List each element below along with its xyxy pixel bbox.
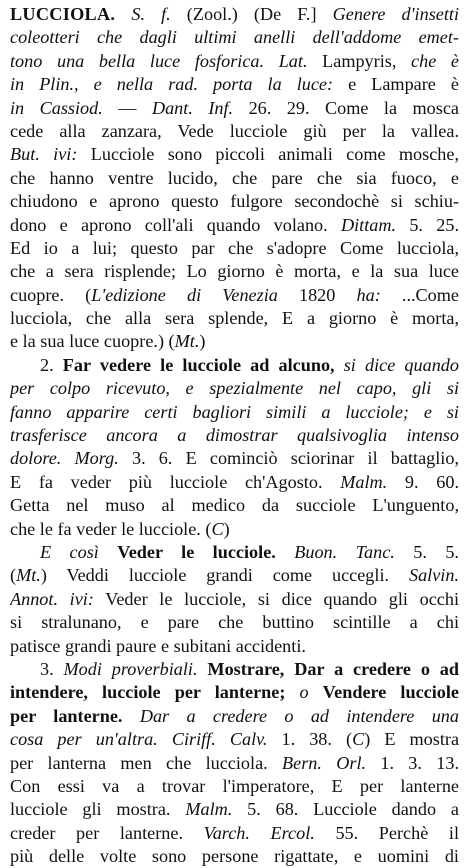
text-run: dono e aprono coll'ali quando volano. <box>10 214 341 235</box>
text-run <box>122 706 139 726</box>
italic-phrase: dolore. <box>10 448 62 469</box>
entry-line <box>10 307 459 330</box>
text-run: 2. <box>40 354 63 375</box>
italic-phrase: Dittam. <box>340 214 397 235</box>
italic-phrase: Modi proverbiali. <box>63 658 198 679</box>
entry-line <box>10 635 459 658</box>
italic-phrase: Lat. <box>278 50 308 71</box>
bold-phrase: Mostrare, Dar a credere o ad <box>207 658 459 679</box>
text-run: 1. 3. 13. <box>366 752 459 773</box>
text-run: ( <box>10 565 17 586</box>
text-run <box>309 682 323 702</box>
bold-phrase: Vendere lucciole <box>322 682 459 703</box>
text-run: Lampyris, <box>307 50 412 71</box>
entry-line <box>10 471 459 494</box>
text-run <box>276 542 294 562</box>
text-run: che hanno ventre lucido, che pare che sia fuoco, e <box>10 167 459 188</box>
italic-phrase: Varch. Ercol. <box>203 822 315 843</box>
entry-line <box>10 354 459 377</box>
text-run <box>115 4 131 24</box>
italic-phrase: Ciriff. Calv. <box>171 729 268 750</box>
text-run: 55. Perchè il <box>314 822 459 843</box>
italic-phrase: Buon. Tanc. <box>294 541 395 562</box>
text-run: patisce grandi paure e subitani accidenti. <box>10 635 306 656</box>
text-run: per lanterna men che lucciola. <box>10 752 283 773</box>
entry-line <box>10 518 459 541</box>
text-run: chiudono e aprono questo fulgore secondochè si schiu- <box>10 191 459 212</box>
text-run <box>158 729 172 749</box>
text-run: 3. 6. E cominciò sciorinar il battaglio, <box>118 448 459 469</box>
text-run: che le fa veder le lucciole. ( <box>10 518 212 539</box>
entry-line <box>10 681 459 704</box>
text-run <box>99 542 117 562</box>
bold-phrase: Far vedere le lucciole ad alcuno, <box>62 354 335 375</box>
text-run: lucciole gli mostra. <box>10 799 186 820</box>
entry-line <box>10 447 459 470</box>
italic-phrase: S. f. <box>131 4 171 24</box>
entry-line <box>10 330 459 353</box>
italic-phrase: C <box>352 729 365 750</box>
entry-line <box>10 167 459 190</box>
entry-line <box>10 845 459 868</box>
entry-line <box>10 728 459 751</box>
italic-phrase: Malm. <box>340 471 388 492</box>
italic-phrase: in Cassiod. <box>10 97 103 118</box>
text-run: cuopre. ( <box>10 284 92 305</box>
italic-phrase: ha: <box>356 284 381 305</box>
text-run: Con essi va a trovar l'imperatore, E per lanterne <box>10 775 459 796</box>
italic-phrase: che è <box>411 50 459 71</box>
text-run <box>335 355 344 375</box>
text-run: cede alla zanzara, Vede lucciole giù per la vallea. <box>10 120 459 141</box>
text-run: 3. <box>40 658 64 679</box>
entry-line <box>10 775 459 798</box>
entry-line <box>10 260 459 283</box>
text-run: 5. 25. <box>396 214 459 235</box>
entry-line <box>10 73 459 96</box>
italic-phrase: Mt. <box>16 565 41 586</box>
text-run: ) Veddi lucciole grandi come uccegli. <box>40 565 409 586</box>
text-run <box>61 448 74 468</box>
text-run: e Lampare è <box>333 74 459 95</box>
entry-line <box>10 3 459 26</box>
text-run <box>264 51 279 71</box>
entry-line <box>10 494 459 517</box>
entry-line <box>10 424 459 447</box>
text-run: 1. 38. ( <box>267 729 353 750</box>
text-run: ) <box>199 331 206 352</box>
italic-phrase: in Plin., e nella rad. porta la luce: <box>10 74 334 95</box>
text-run: Veder le lucciole, si dice quando gli occhi <box>93 588 459 609</box>
bold-phrase: per lanterne. <box>10 705 123 726</box>
italic-phrase: Bern. Orl. <box>282 752 367 773</box>
entry-line <box>10 143 459 166</box>
italic-phrase: L'edizione di Venezia <box>91 284 278 305</box>
entry-line <box>10 822 459 845</box>
italic-phrase: trasferisce ancora a dimostrar qualsivoglia intenso <box>10 425 459 446</box>
entry-line <box>10 97 459 120</box>
text-run: lucciola, che alla sera splende, E a giorno è morta, <box>10 308 459 329</box>
entry-line <box>10 377 459 400</box>
text-run: 26. 29. Come la mosca <box>233 97 459 118</box>
italic-phrase: Annot. ivi: <box>10 588 94 609</box>
entry-line <box>10 588 459 611</box>
text-run: Getta nel muso al medico da succiole L'unguento, <box>10 495 459 516</box>
text-run: e la sua luce cuopre.) ( <box>10 331 175 352</box>
entry-line <box>10 798 459 821</box>
bold-phrase: Veder le lucciole. <box>117 541 276 562</box>
text-run: Lucciole sono piccoli animali come mosche, <box>77 144 459 165</box>
italic-phrase: But. ivi: <box>10 144 78 165</box>
entry-line <box>10 752 459 775</box>
text-run: ...Come <box>380 284 459 305</box>
italic-phrase: fanno apparire certi bagliori simili a lucciole; e si <box>10 401 459 422</box>
italic-phrase: Salvin. <box>408 565 459 586</box>
text-run: si stralunano, e pare che buttino scintille a chi <box>10 612 459 633</box>
entry-line <box>10 237 459 260</box>
entry-line <box>10 50 459 73</box>
text-run <box>285 682 299 702</box>
italic-phrase: Morg. <box>74 448 119 469</box>
italic-phrase: E così <box>40 541 99 562</box>
text-run: 1820 <box>277 284 357 305</box>
entry-line <box>10 284 459 307</box>
entry-line <box>10 658 459 681</box>
entry-line <box>10 705 459 728</box>
entry-line <box>10 401 459 424</box>
italic-phrase: Malm. <box>185 799 233 820</box>
bold-phrase: intendere, lucciole per lanterne; <box>10 682 286 703</box>
entry-line <box>10 564 459 587</box>
entry-line <box>10 611 459 634</box>
italic-phrase: si dice quando <box>343 354 459 375</box>
text-run: 9. 60. <box>387 471 459 492</box>
text-run: E fa veder più lucciole ch'Agosto. <box>10 471 341 492</box>
entry-line <box>10 26 459 49</box>
italic-phrase: tono una bella luce fosforica. <box>10 50 265 71</box>
text-run: più delle volte sono persone rigattate, e uomini di <box>10 846 459 867</box>
entry-line <box>10 541 459 564</box>
entry-line <box>10 190 459 213</box>
italic-phrase: Genere d'insetti <box>332 4 459 24</box>
entry-line <box>10 120 459 143</box>
italic-phrase: Dant. Inf. <box>151 97 234 118</box>
headword: LUCCIOLA. <box>10 4 116 24</box>
text-run: ) E mostra <box>364 729 459 750</box>
italic-phrase: C <box>211 518 224 539</box>
italic-phrase: o <box>299 682 309 703</box>
text-run <box>198 659 208 679</box>
text-run: Ed io a lui; questo par che s'adopre Come lucciola, <box>10 237 459 258</box>
text-run: ) <box>223 518 230 539</box>
text-run: che a sera risplende; Lo giorno è morta, e la sua luce <box>10 261 459 282</box>
italic-phrase: Mt. <box>174 331 200 352</box>
text-run: (Zool.) (De F.] <box>170 4 333 24</box>
text-run: — <box>102 97 152 118</box>
text-run: 5. 5. <box>394 541 459 562</box>
italic-phrase: per colpo ricevuto, e spezialmente nel capo, gli si <box>10 378 459 399</box>
italic-phrase: Dar a credere o ad intendere una <box>139 705 459 726</box>
text-run: 5. 68. Lucciole dando a <box>232 799 459 820</box>
italic-phrase: cosa per un'altra. <box>10 729 158 750</box>
italic-phrase: coleotteri che dagli ultimi anelli dell'addome emet- <box>10 27 459 48</box>
entry-line <box>10 214 459 237</box>
text-run: creder per lanterne. <box>10 822 204 843</box>
